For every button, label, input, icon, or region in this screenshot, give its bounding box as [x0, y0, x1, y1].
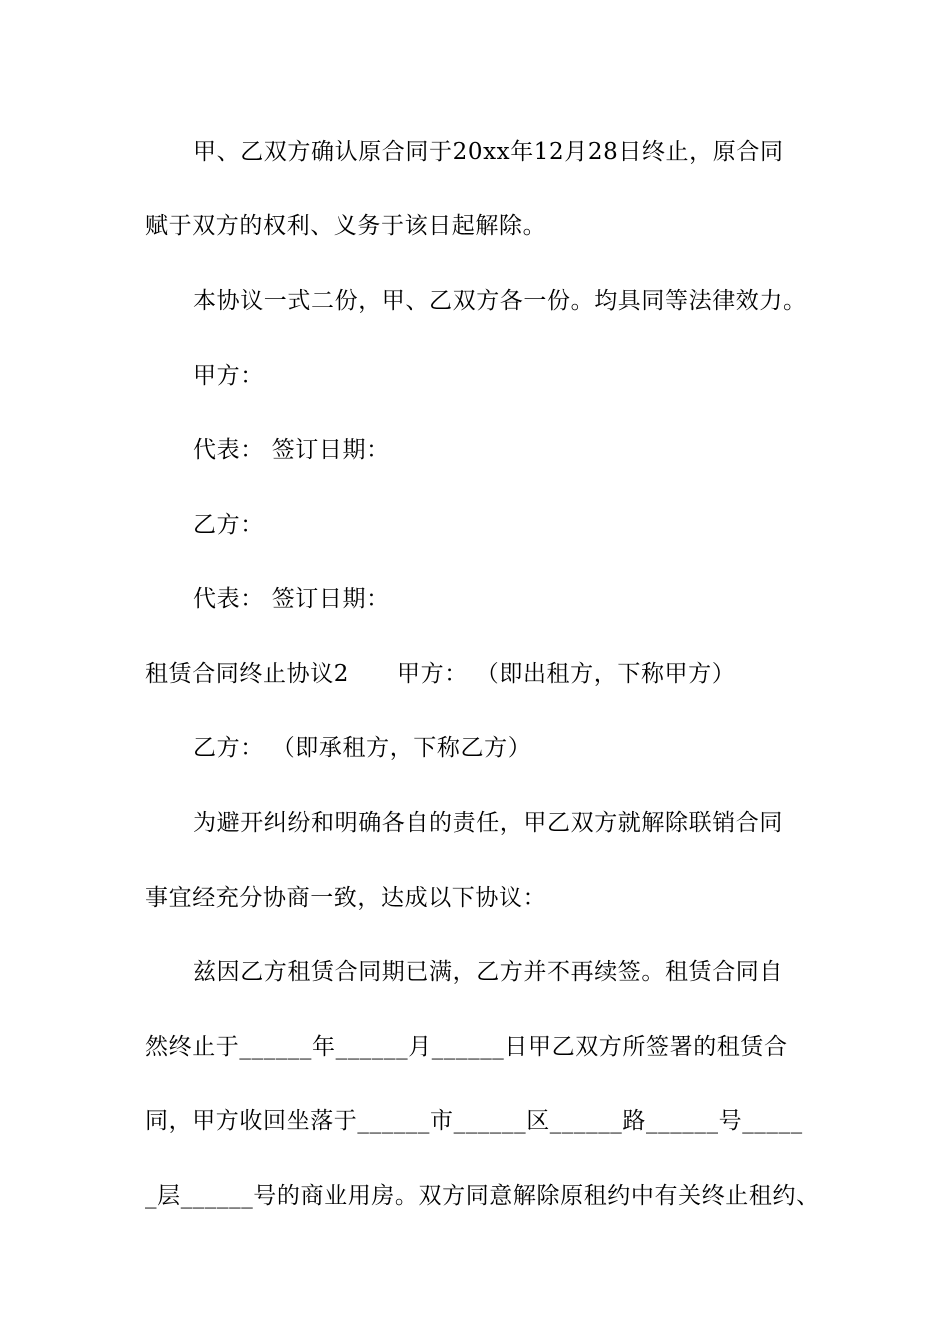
party-b-label: 乙方： — [193, 512, 264, 538]
party-a-description: 甲方： （即出租方，下称甲方） — [397, 661, 736, 687]
party-b-description: 乙方： （即承租方，下称乙方） — [193, 735, 532, 761]
paragraph-line: 事宜经充分协商一致，达成以下协议： — [145, 885, 547, 911]
paragraph-line: 同，甲方收回坐落于______市______区______路______号_____ — [145, 1108, 803, 1134]
paragraph-line: 兹因乙方租赁合同期已满，乙方并不再续签。租赁合同自 — [193, 959, 783, 985]
paragraph-line: 然终止于______年______月______日甲乙双方所签署的租赁合 — [145, 1034, 788, 1060]
paragraph-line: 赋于双方的权利、义务于该日起解除。 — [145, 213, 547, 239]
paragraph-line: 本协议一式二份，甲、乙双方各一份。均具同等法律效力。 — [193, 288, 807, 314]
party-b-signature-line: 代表： 签订日期： — [193, 586, 390, 612]
paragraph-line: 甲、乙双方确认原合同于20xx年12月28日终止，原合同 — [193, 139, 784, 165]
paragraph-line: _层______号的商业用房。双方同意解除原租约中有关终止租约、 — [145, 1183, 820, 1209]
party-a-signature-line: 代表： 签订日期： — [193, 437, 390, 463]
agreement-heading-line — [145, 659, 735, 689]
agreement-title: 租赁合同终止协议2 — [145, 661, 350, 687]
party-a-label: 甲方： — [193, 363, 264, 389]
paragraph-line: 为避开纠纷和明确各自的责任，甲乙双方就解除联销合同 — [193, 810, 783, 836]
